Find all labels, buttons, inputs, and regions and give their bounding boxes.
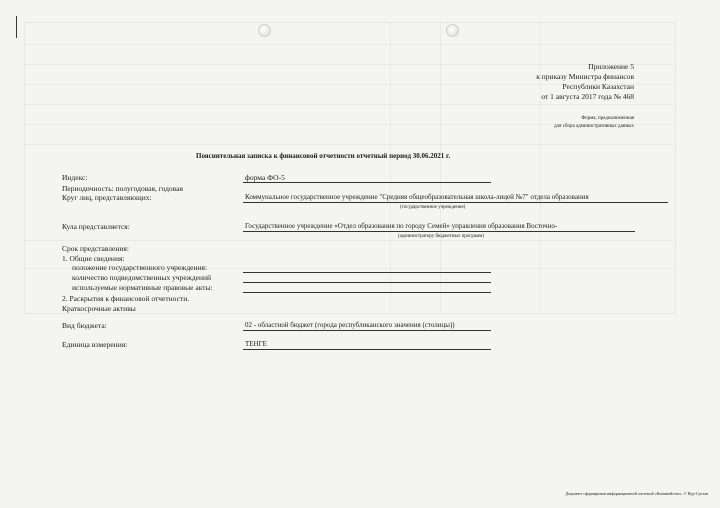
circle-label: Круг лиц, представляющих: [62,193,152,202]
show-through-line [540,22,541,312]
acts-label: используемые нормативные правовые акты: [72,283,213,292]
form-note-2: для сбора административных данных [554,124,634,129]
index-label: Индекс: [62,173,88,182]
deadline-label: Срок представления: [62,244,129,253]
margin-mark [16,16,17,38]
show-through-line [390,22,391,312]
form-note-1: Форма, предназначенная [581,116,634,121]
to-whom-caption: (администратору бюджетных программ) [398,234,485,239]
budget-label: Вид бюджета: [62,321,107,330]
circle-value: Коммунальное государственное учреждение "Средняя общеобразовательная школа-лицей №7" отдела образования [245,193,589,201]
show-through-line [24,240,674,241]
footer-note: Документ сформирован информационной системой «Казначейство». © Нур-Султан [565,491,708,496]
to-whom-underline [243,231,635,232]
index-underline [243,182,491,183]
circle-caption: (государственное учреждение) [400,205,466,210]
budget-underline [243,330,491,331]
short-assets-label: Краткосрочные активы [62,304,136,313]
acts-underline [243,292,491,293]
circle-underline [243,202,668,203]
general-info-label: 1. Общие сведения: [62,254,125,263]
position-underline [243,272,491,273]
show-through-line [24,44,674,45]
show-through-line [440,22,441,312]
page-title: Пояснительная записка к финансовой отчетности отчетный период 30.06.2021 г. [196,152,451,160]
index-value: форма ФО-5 [245,173,285,182]
to-whom-label: Кула представляется: [62,222,130,231]
show-through-line [24,104,674,105]
periodicity-label: Периодичность: полугодовая, годовая [62,184,183,193]
budget-value: 02 - областной бюджет (города республиканского значения (столицы)) [245,321,455,329]
appendix-line-4: от 1 августа 2017 года № 468 [541,92,634,101]
unit-value: ТЕНГЕ [245,340,267,348]
subordinate-label: количество подведомственных учреждений [72,273,212,282]
to-whom-value: Государственное учреждение «Отдел образования по городу Семей» управления образования Восточно- [245,222,558,230]
subordinate-underline [243,282,491,283]
unit-underline [243,349,491,350]
show-through-line [24,144,674,145]
punch-hole-left [258,24,271,37]
unit-label: Единица измерения: [62,340,128,349]
punch-hole-right [446,24,459,37]
appendix-line-1: Приложение 5 [588,62,634,71]
position-label: положение государственного учреждения: [72,263,208,272]
show-through-line [24,64,674,65]
appendix-line-2: к приказу Министра финансов [536,72,634,81]
disclosure-label: 2. Раскрытия к финансовой отчетности. [62,294,190,303]
appendix-line-3: Республики Казахстан [562,82,634,91]
